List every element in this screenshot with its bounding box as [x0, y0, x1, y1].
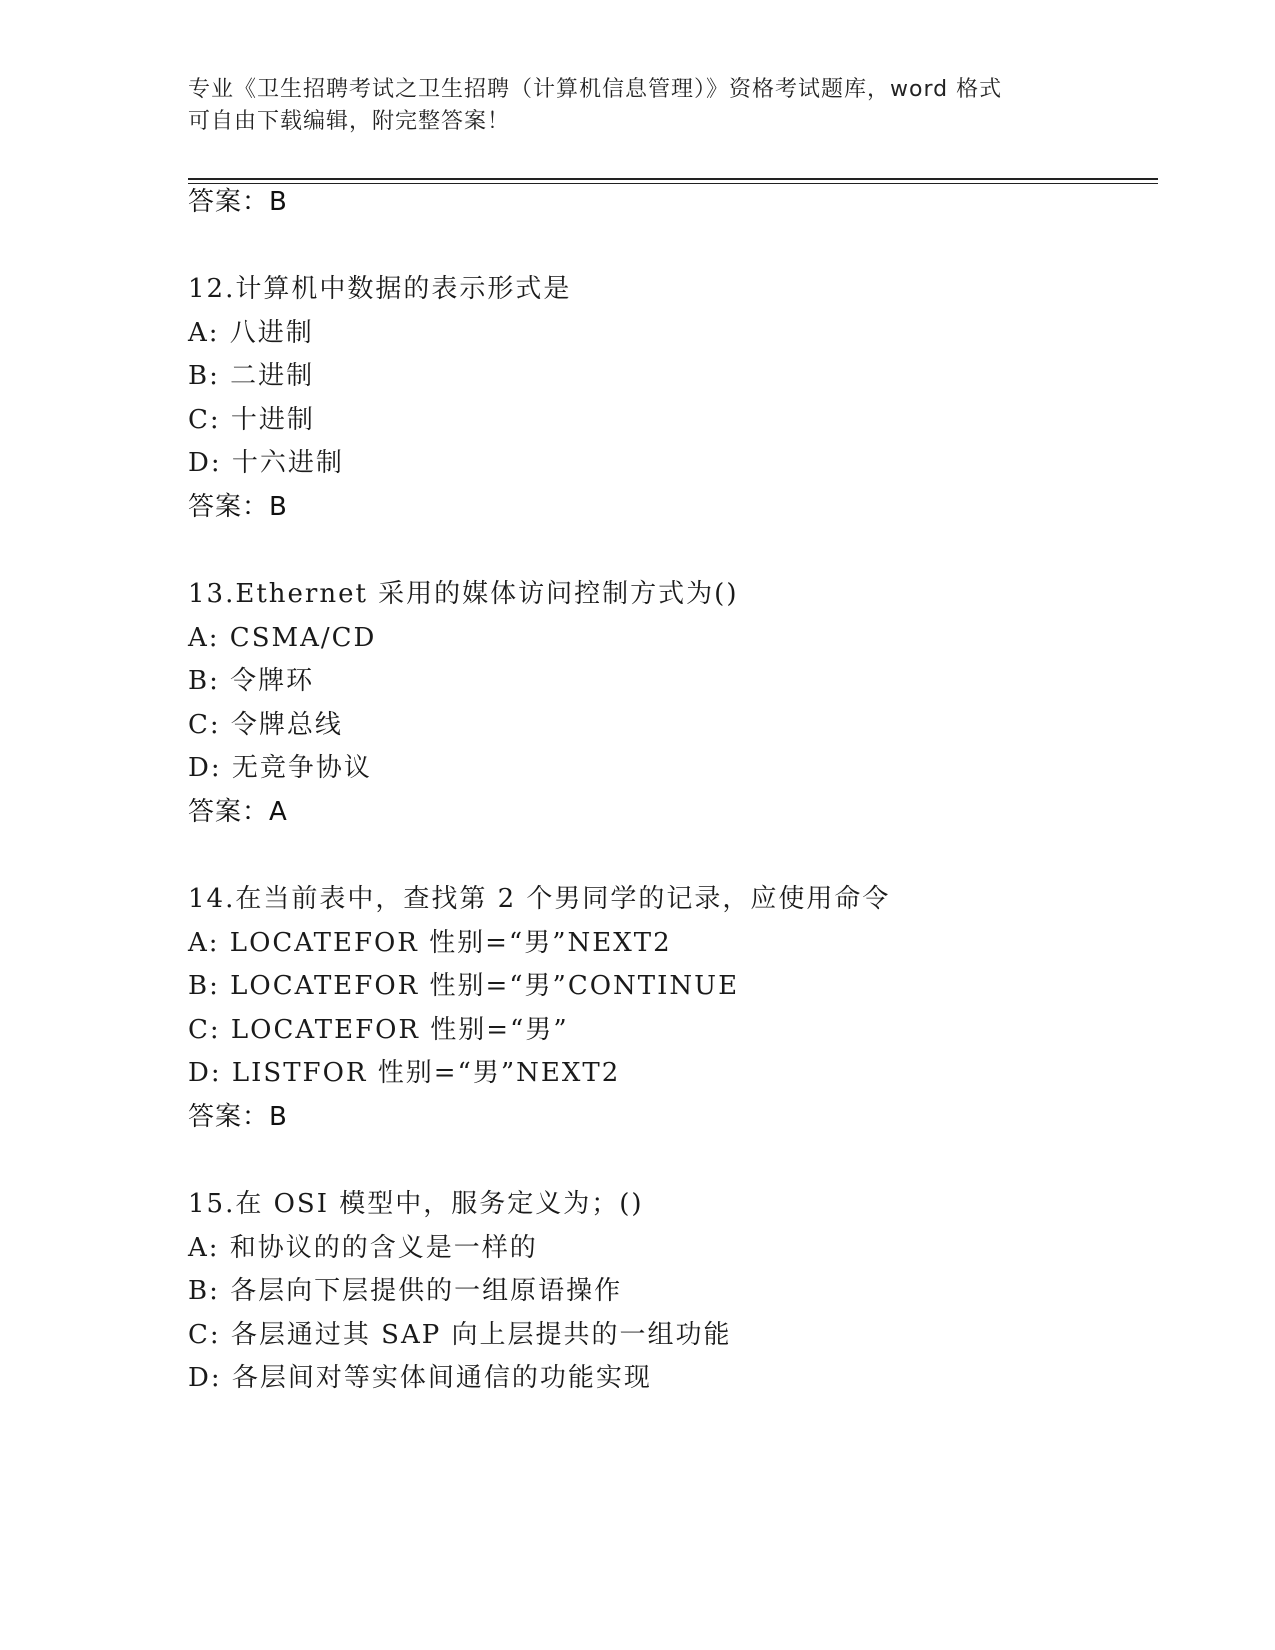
- question-13-stem: 13.Ethernet 采用的媒体访问控制方式为(): [188, 579, 739, 609]
- question-14-option-d: D: LISTFOR 性别=“男”NEXT2: [188, 1058, 621, 1088]
- question-14-answer: 答案：B: [188, 1102, 288, 1132]
- question-12-stem: 12.计算机中数据的表示形式是: [188, 274, 572, 304]
- question-14-option-a: A: LOCATEFOR 性别=“男”NEXT2: [188, 928, 672, 958]
- header-line-1: 专业《卫生招聘考试之卫生招聘（计算机信息管理）》资格考试题库，word 格式: [188, 77, 1003, 102]
- question-12-option-a: A: 八进制: [188, 318, 314, 348]
- question-12-option-d: D: 十六进制: [188, 448, 344, 478]
- question-15-option-b: B: 各层向下层提供的一组原语操作: [188, 1276, 623, 1306]
- header-line-2: 可自由下载编辑，附完整答案！: [188, 109, 511, 134]
- question-12-option-b: B: 二进制: [188, 361, 315, 391]
- header-divider-thick: [188, 178, 1158, 180]
- question-15-option-c: C: 各层通过其 SAP 向上层提共的一组功能: [188, 1320, 732, 1350]
- question-15-option-d: D: 各层间对等实体间通信的功能实现: [188, 1363, 652, 1393]
- question-13-option-a: A: CSMA/CD: [188, 623, 377, 653]
- answer-previous: 答案：B: [188, 187, 288, 217]
- header-divider-thin: [188, 183, 1158, 184]
- question-13-option-d: D: 无竞争协议: [188, 753, 372, 783]
- question-14-stem: 14.在当前表中，查找第 2 个男同学的记录，应使用命令: [188, 884, 891, 914]
- question-13-answer: 答案：A: [188, 797, 288, 827]
- question-15-stem: 15.在 OSI 模型中，服务定义为；(): [188, 1189, 644, 1219]
- question-15-option-a: A: 和协议的的含义是一样的: [188, 1233, 538, 1263]
- question-13-option-b: B: 令牌环: [188, 666, 315, 696]
- document-header: [188, 74, 1088, 138]
- question-12-answer: 答案：B: [188, 492, 288, 522]
- question-13-option-c: C: 令牌总线: [188, 710, 343, 740]
- question-14-option-c: C: LOCATEFOR 性别=“男”: [188, 1015, 569, 1045]
- question-14-option-b: B: LOCATEFOR 性别=“男”CONTINUE: [188, 971, 740, 1001]
- question-12-option-c: C: 十进制: [188, 405, 315, 435]
